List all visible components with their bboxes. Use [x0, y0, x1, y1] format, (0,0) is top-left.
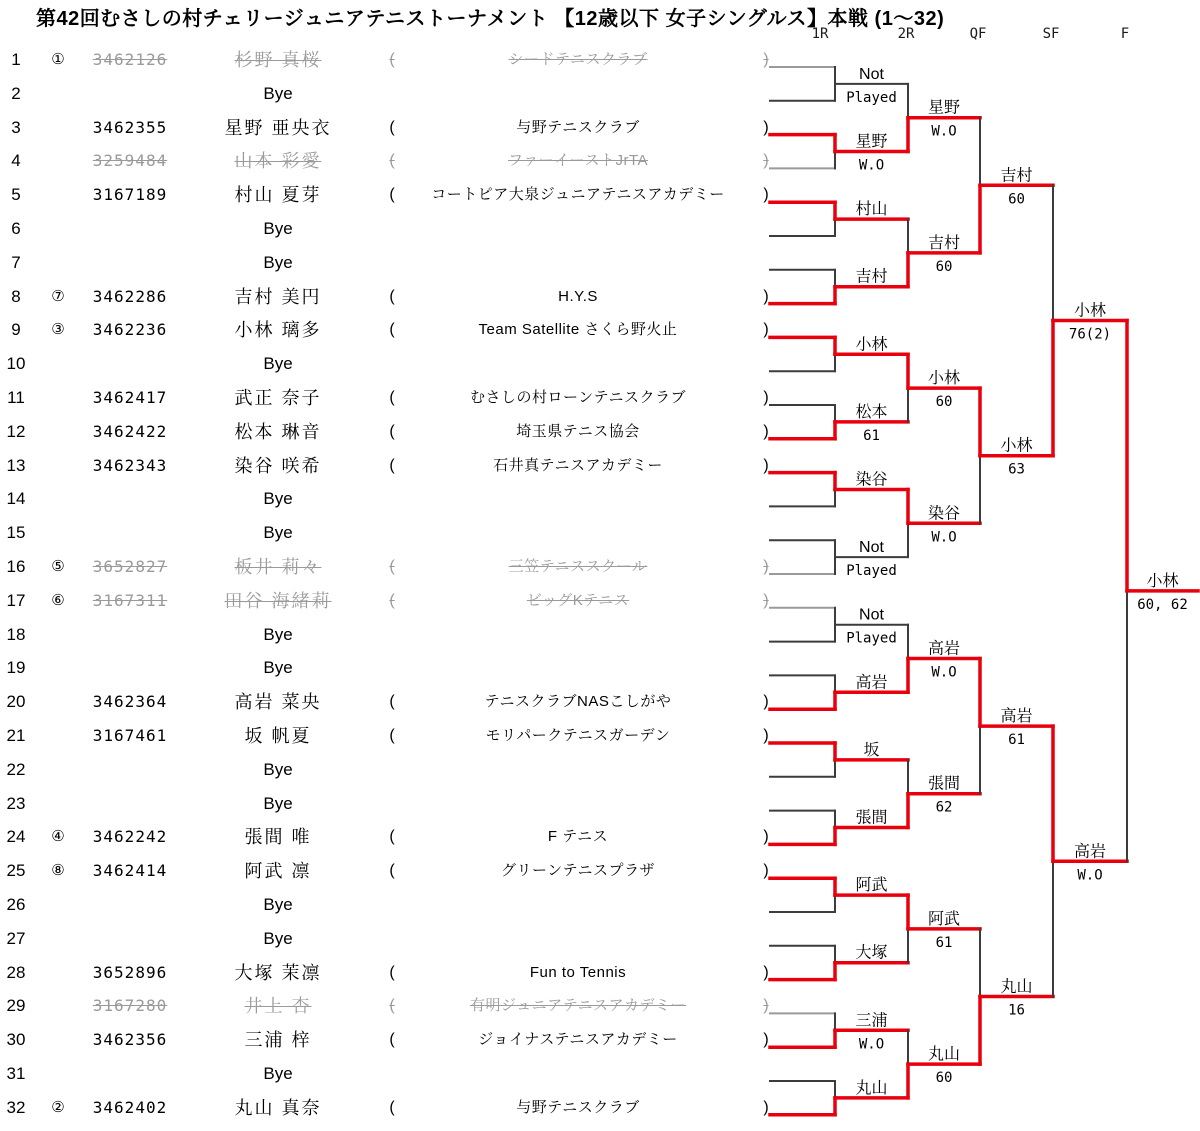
entry-number: 1: [11, 50, 21, 69]
entry-club: シードテニスクラブ: [508, 51, 648, 68]
entry-number: 2: [11, 84, 21, 103]
round-header: SF: [1042, 26, 1060, 42]
entry-number: 24: [6, 827, 26, 846]
match-winner-label: 小林: [927, 370, 961, 388]
entry-number: 11: [7, 388, 25, 407]
entry-paren-open: (: [389, 119, 395, 136]
entry-bye: Bye: [263, 658, 293, 677]
entry-number: 12: [6, 422, 26, 441]
match-score: 61: [1008, 732, 1025, 749]
match-score: 60: [935, 258, 953, 275]
entry-name: 阿武 凛: [244, 861, 312, 881]
entry-number: 19: [6, 658, 26, 677]
entry-bye: Bye: [263, 1064, 293, 1083]
entry-paren-open: (: [389, 964, 395, 981]
entry-name: 三浦 梓: [244, 1030, 312, 1050]
entry-id: 3462422: [92, 422, 168, 441]
entry-name: 星野 亜央衣: [224, 118, 332, 138]
entry-paren-open: (: [389, 1031, 395, 1048]
entry-number: 22: [6, 760, 26, 779]
entry-paren-close: ): [763, 592, 769, 609]
entry-club: 石井真テニスアカデミー: [493, 457, 663, 474]
entry-name: 染谷 咲希: [234, 456, 322, 476]
entry-id: 3462417: [92, 388, 168, 407]
entry-number: 29: [6, 996, 26, 1015]
entry-paren-close: ): [763, 862, 769, 879]
entry-paren-close: ): [763, 423, 769, 440]
match-score: W.O: [1077, 867, 1103, 884]
match-score: W.O: [931, 664, 957, 681]
entry-paren-close: ): [763, 119, 769, 136]
entry-name: 武正 奈子: [234, 388, 322, 408]
entry-number: 30: [6, 1030, 26, 1049]
entry-club: グリーンテニスプラザ: [500, 862, 656, 879]
entry-number: 9: [11, 320, 21, 339]
match-winner-label: Not: [859, 539, 884, 557]
match-winner-label: 村山: [855, 201, 888, 219]
entry-paren-close: ): [763, 457, 769, 474]
entry-seed: ⑥: [51, 592, 65, 609]
match-winner-label: 小林: [1000, 437, 1033, 455]
round-header: F: [1120, 26, 1130, 42]
match-score: 60: [935, 394, 953, 411]
entry-club: モリパークテニスガーデン: [485, 727, 671, 744]
entry-paren-open: (: [389, 828, 395, 845]
entry-name: 丸山 真奈: [234, 1098, 322, 1118]
match-score: 60, 62: [1137, 596, 1188, 613]
entry-club: コートピア大泉ジュニアテニスアカデミー: [431, 186, 725, 203]
entry-club: H.Y.S: [558, 288, 598, 305]
entry-number: 18: [6, 625, 26, 644]
entry-seed: ②: [51, 1099, 65, 1116]
entry-bye: Bye: [263, 489, 293, 508]
entry-club: むさしの村ローンテニスクラブ: [469, 389, 687, 406]
match-score: 16: [1008, 1002, 1025, 1019]
entry-seed: ③: [51, 321, 65, 338]
entry-paren-close: ): [763, 152, 769, 169]
match-winner-label: 吉村: [1000, 167, 1033, 185]
entry-id: 3652896: [92, 963, 168, 982]
match-winner-label: 小林: [855, 336, 888, 354]
match-winner-label: 高岩: [855, 674, 888, 692]
entry-club: 埼玉県テニス協会: [516, 423, 640, 440]
entry-number: 31: [6, 1064, 26, 1083]
entry-paren-close: ): [763, 997, 769, 1014]
entry-bye: Bye: [263, 84, 293, 103]
entry-paren-open: (: [389, 1099, 395, 1116]
entry-paren-close: ): [763, 288, 769, 305]
entry-seed: ①: [51, 51, 65, 68]
entry-bye: Bye: [263, 794, 293, 813]
match-winner-label: 張間: [855, 809, 888, 827]
entry-number: 17: [6, 591, 26, 610]
entry-club: ファーイーストJrTA: [507, 152, 649, 169]
match-winner-label: 星野: [927, 99, 961, 117]
match-winner-label: 三浦: [855, 1012, 888, 1030]
match-winner-label: 染谷: [855, 471, 888, 489]
entry-number: 16: [6, 557, 26, 576]
match-score: 61: [935, 934, 953, 951]
entry-club: Fun to Tennis: [529, 964, 627, 981]
entry-id: 3462126: [92, 50, 168, 69]
round-header: 1R: [811, 26, 829, 42]
entry-bye: Bye: [263, 760, 293, 779]
entry-number: 7: [11, 253, 21, 272]
entry-club: 与野テニスクラブ: [516, 119, 640, 136]
match-score: Played: [846, 630, 897, 647]
match-winner-label: 松本: [855, 403, 888, 421]
entry-paren-close: ): [763, 389, 769, 406]
match-winner-label: 高岩: [1073, 843, 1107, 861]
entry-name: 小林 璃多: [234, 320, 322, 340]
entry-club: 有明ジュニアテニスアカデミー: [470, 997, 686, 1014]
entry-paren-close: ): [763, 1099, 769, 1116]
entry-number: 28: [6, 963, 26, 982]
match-winner-label: 星野: [855, 133, 888, 151]
match-winner-label: 阿武: [927, 910, 961, 928]
entry-bye: Bye: [263, 354, 293, 373]
entry-id: 3167461: [92, 726, 168, 745]
entry-name: 松本 琳音: [234, 422, 322, 442]
entry-club: 与野テニスクラブ: [516, 1099, 640, 1116]
entry-number: 6: [11, 219, 21, 238]
match-score: W.O: [858, 1036, 885, 1053]
match-winner-label: 高岩: [927, 640, 961, 658]
entry-number: 21: [6, 726, 26, 745]
match-winner-label: 丸山: [855, 1079, 888, 1097]
page-title: 第42回むさしの村チェリージュニアテニストーナメント 【12歳以下 女子シングルス】本戦 (1～32): [36, 8, 945, 30]
match-winner-label: 丸山: [927, 1046, 961, 1064]
entry-number: 32: [6, 1098, 26, 1117]
entry-number: 15: [6, 523, 26, 542]
entry-paren-open: (: [389, 693, 395, 710]
entry-number: 13: [6, 456, 26, 475]
match-winner-label: 大塚: [855, 944, 888, 962]
match-winner-label: 丸山: [1000, 978, 1033, 996]
entry-paren-open: (: [389, 997, 395, 1014]
entry-seed: ⑧: [51, 862, 65, 879]
entry-id: 3167280: [92, 996, 168, 1015]
entry-id: 3167311: [92, 591, 168, 610]
entry-paren-close: ): [763, 51, 769, 68]
match-score: 62: [935, 799, 953, 816]
entry-bye: Bye: [263, 929, 293, 948]
round-header: QF: [969, 26, 987, 42]
entry-club: テニスクラブNASこしがや: [484, 693, 672, 710]
match-score: 60: [935, 1070, 953, 1087]
entry-paren-close: ): [763, 727, 769, 744]
entry-id: 3652827: [92, 557, 168, 576]
entry-paren-close: ): [763, 321, 769, 338]
entry-number: 20: [6, 692, 26, 711]
match-score: W.O: [931, 123, 957, 140]
entry-paren-open: (: [389, 288, 395, 305]
match-score: 63: [1008, 461, 1025, 478]
match-winner-label: 小林: [1146, 572, 1179, 590]
entry-paren-close: ): [763, 186, 769, 203]
entry-id: 3462286: [92, 287, 168, 306]
entry-id: 3462356: [92, 1030, 168, 1049]
entry-paren-open: (: [389, 423, 395, 440]
entry-name: 吉村 美円: [234, 287, 322, 307]
entry-number: 14: [6, 489, 26, 508]
entry-id: 3462414: [92, 861, 168, 880]
entry-name: 高岩 菜央: [234, 692, 322, 712]
entry-number: 8: [11, 287, 21, 306]
entry-paren-open: (: [389, 321, 395, 338]
entry-paren-open: (: [389, 51, 395, 68]
entry-name: 山本 彩愛: [234, 151, 322, 171]
match-score: W.O: [858, 157, 885, 174]
entry-name: 村山 夏芽: [234, 185, 322, 205]
entry-paren-close: ): [763, 558, 769, 575]
entry-paren-open: (: [389, 862, 395, 879]
entry-name: 杉野 真桜: [234, 50, 322, 70]
entry-number: 25: [6, 861, 26, 880]
match-winner-label: 阿武: [855, 877, 888, 895]
entry-id: 3462355: [92, 118, 168, 137]
match-score: 76(2): [1068, 326, 1112, 343]
entry-paren-close: ): [763, 1031, 769, 1048]
entry-paren-close: ): [763, 693, 769, 710]
entry-bye: Bye: [263, 219, 293, 238]
entry-id: 3259484: [92, 151, 168, 170]
entry-bye: Bye: [263, 253, 293, 272]
entry-paren-open: (: [389, 186, 395, 203]
entry-bye: Bye: [263, 895, 293, 914]
entry-number: 4: [11, 151, 21, 170]
match-score: Played: [846, 563, 897, 580]
entry-number: 23: [6, 794, 26, 813]
match-score: 61: [863, 427, 880, 444]
match-winner-label: 小林: [1073, 302, 1107, 320]
entry-bye: Bye: [263, 523, 293, 542]
entry-paren-close: ): [763, 828, 769, 845]
entry-paren-open: (: [389, 592, 395, 609]
match-score: 60: [1008, 191, 1025, 208]
entry-seed: ⑤: [51, 558, 65, 575]
match-winner-label: 染谷: [927, 505, 961, 523]
entry-bye: Bye: [263, 625, 293, 644]
entry-club: Team Satellite さくら野火止: [478, 321, 678, 338]
entry-id: 3462343: [92, 456, 168, 475]
entry-id: 3462236: [92, 320, 168, 339]
entry-name: 大塚 茉凛: [234, 963, 322, 983]
entry-paren-open: (: [389, 457, 395, 474]
match-winner-label: 高岩: [1000, 708, 1033, 726]
entry-number: 26: [6, 895, 26, 914]
entry-name: 坂 帆夏: [244, 726, 312, 746]
match-winner-label: Not: [859, 65, 884, 83]
entry-paren-open: (: [389, 389, 395, 406]
entry-club: ジョイナステニスアカデミー: [478, 1031, 678, 1048]
entry-name: 田谷 海緒莉: [224, 591, 332, 611]
entry-number: 27: [6, 929, 26, 948]
entry-paren-open: (: [389, 558, 395, 575]
entry-paren-open: (: [389, 727, 395, 744]
entry-number: 10: [6, 354, 26, 373]
entry-paren-open: (: [389, 152, 395, 169]
entry-club: 三笠テニススクール: [508, 558, 648, 575]
entry-number: 5: [11, 185, 21, 204]
match-score: W.O: [931, 529, 957, 546]
entry-seed: ④: [51, 828, 65, 845]
round-header: 2R: [897, 26, 915, 42]
entry-name: 井上 杏: [244, 996, 312, 1016]
entry-club: ビッグKテニス: [526, 592, 630, 609]
entry-paren-close: ): [763, 964, 769, 981]
entry-id: 3462242: [92, 827, 168, 846]
match-winner-label: 吉村: [927, 234, 961, 252]
entry-name: 張間 唯: [244, 827, 312, 847]
entry-number: 3: [11, 118, 21, 137]
match-winner-label: 張間: [927, 775, 961, 793]
entry-id: 3462402: [92, 1098, 168, 1117]
match-winner-label: Not: [859, 606, 884, 624]
match-winner-label: 坂: [863, 741, 880, 759]
entry-name: 板井 莉々: [234, 557, 322, 577]
match-score: Played: [846, 89, 897, 106]
entry-seed: ⑦: [51, 288, 65, 305]
entry-id: 3167189: [92, 185, 168, 204]
entry-club: F テニス: [547, 828, 609, 845]
match-winner-label: 吉村: [855, 268, 888, 286]
entry-id: 3462364: [92, 692, 168, 711]
